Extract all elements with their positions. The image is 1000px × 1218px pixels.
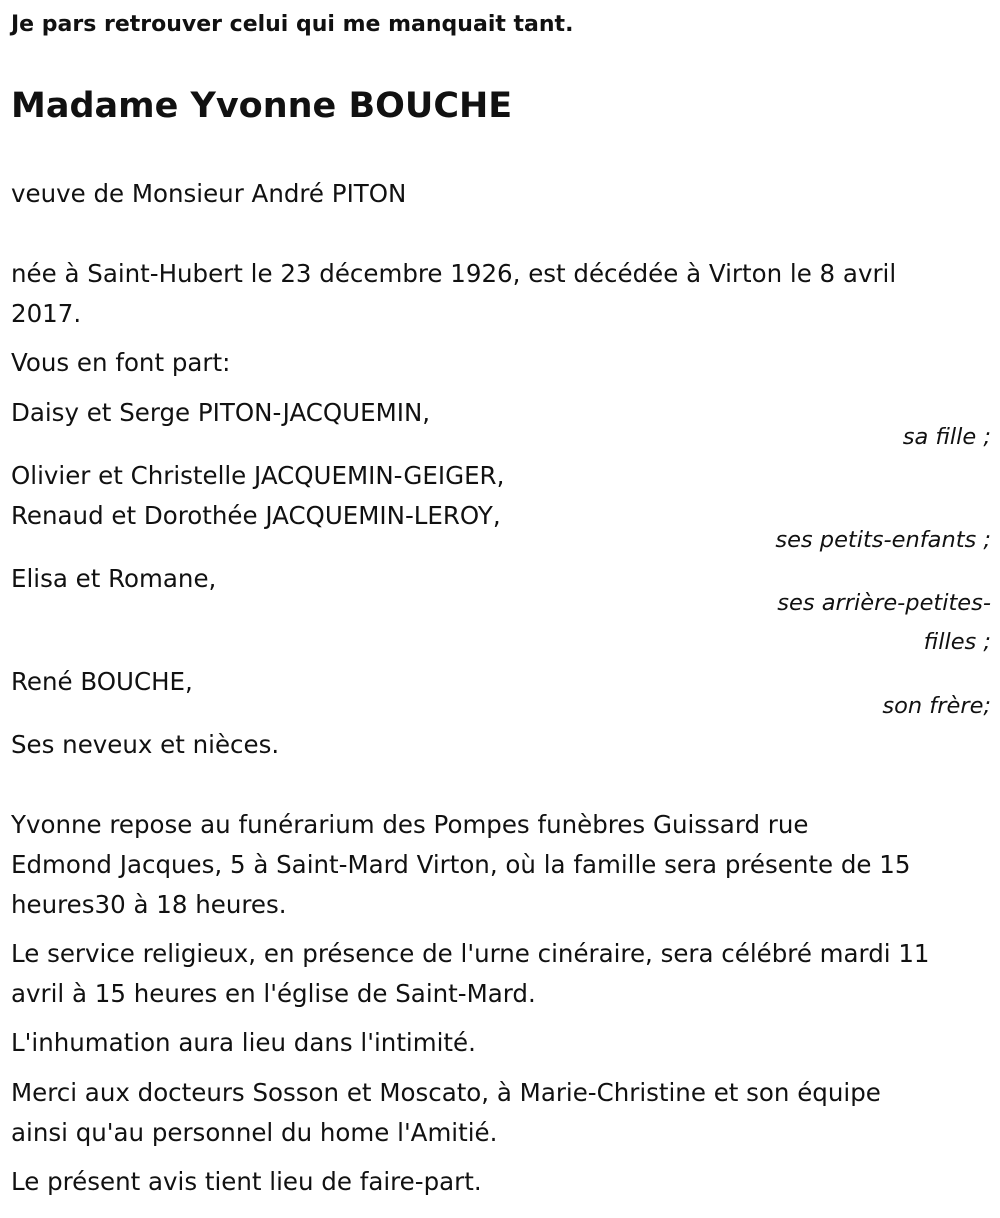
- great-grandchildren-names: Elisa et Romane,: [11, 564, 217, 593]
- grandchildren-line-1: Olivier et Christelle JACQUEMIN-GEIGER,: [11, 461, 505, 490]
- brother-role: son frère;: [882, 693, 991, 719]
- daughter-names: Daisy et Serge PITON-JACQUEMIN,: [11, 398, 431, 427]
- birth-death-line-2: 2017.: [11, 299, 82, 328]
- service-line-1: Le service religieux, en présence de l'urne cinéraire, sera célébré mardi 11: [11, 939, 930, 968]
- grandchildren-line-2: Renaud et Dorothée JACQUEMIN-LEROY,: [11, 501, 501, 530]
- announce-line: Vous en font part:: [11, 348, 231, 377]
- rest-line-3: heures30 à 18 heures.: [11, 890, 287, 919]
- great-grandchildren-role-2: filles ;: [923, 629, 991, 655]
- daughter-role: sa fille ;: [902, 424, 991, 450]
- quote-heading: Je pars retrouver celui qui me manquait tant.: [11, 12, 574, 37]
- nephews-line: Ses neveux et nièces.: [11, 730, 280, 759]
- great-grandchildren-role-1: ses arrière-petites-: [777, 590, 991, 616]
- service-line-2: avril à 15 heures en l'église de Saint-Mard.: [11, 979, 536, 1008]
- grandchildren-role: ses petits-enfants ;: [775, 527, 991, 553]
- closing-line: Le présent avis tient lieu de faire-part.: [11, 1167, 482, 1196]
- rest-line-1: Yvonne repose au funérarium des Pompes funèbres Guissard rue: [11, 810, 809, 839]
- thanks-line-2: ainsi qu'au personnel du home l'Amitié.: [11, 1118, 498, 1147]
- deceased-name: Madame Yvonne BOUCHE: [11, 86, 513, 126]
- rest-line-2: Edmond Jacques, 5 à Saint-Mard Virton, où la famille sera présente de 15: [11, 850, 911, 879]
- widow-of-line: veuve de Monsieur André PITON: [11, 179, 407, 208]
- birth-death-line-1: née à Saint-Hubert le 23 décembre 1926, est décédée à Virton le 8 avril: [11, 259, 897, 288]
- burial-line: L'inhumation aura lieu dans l'intimité.: [11, 1028, 476, 1057]
- brother-name: René BOUCHE,: [11, 667, 193, 696]
- thanks-line-1: Merci aux docteurs Sosson et Moscato, à Marie-Christine et son équipe: [11, 1078, 881, 1107]
